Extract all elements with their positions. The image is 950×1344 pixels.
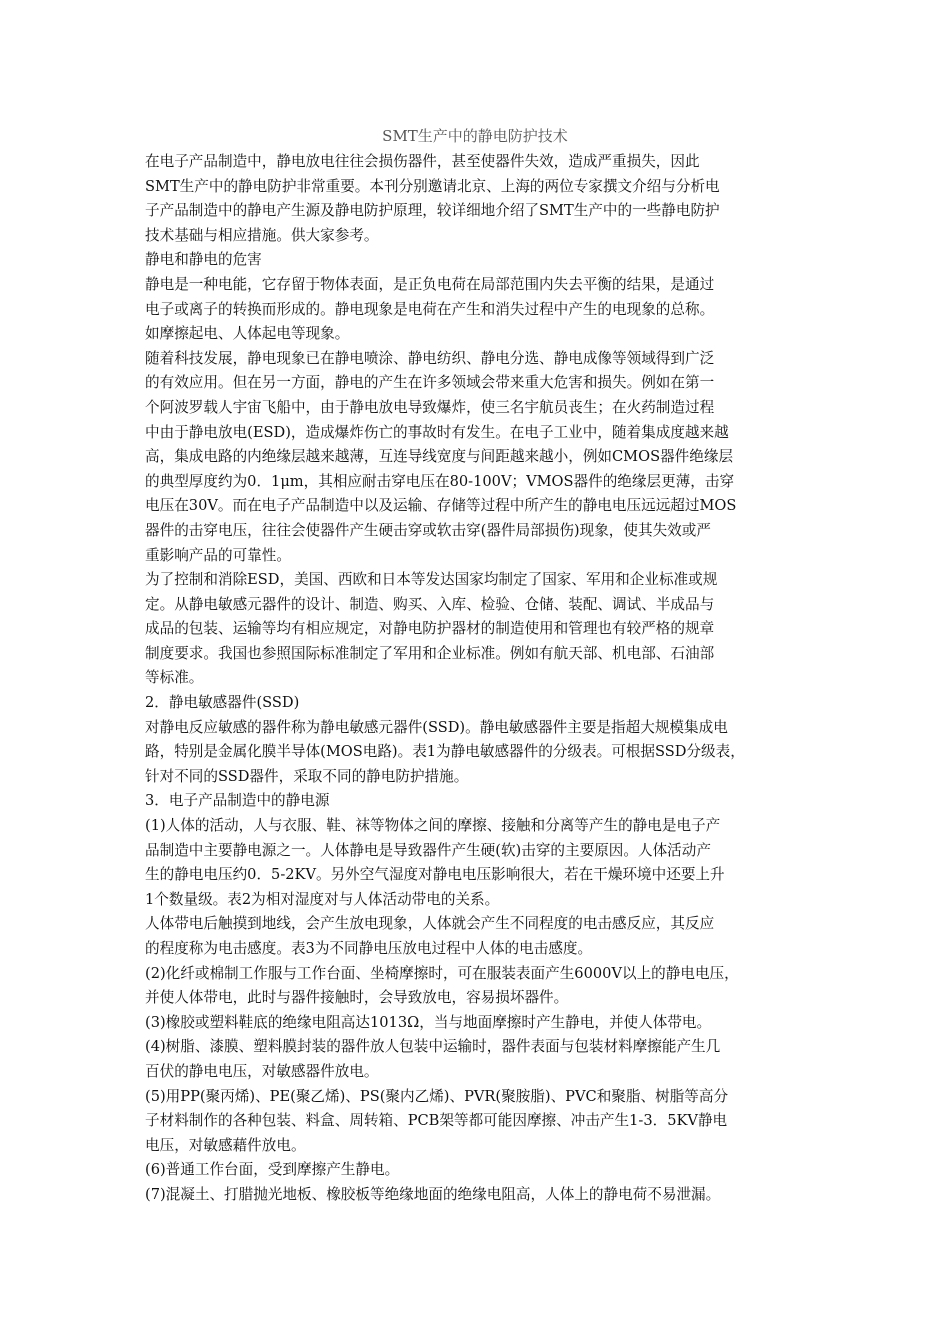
- text-line: 电子或离子的转换而形成的。静电现象是电荷在产生和消失过程中产生的电现象的总称。: [145, 300, 715, 318]
- text-line: (1)人体的活动，人与衣服、鞋、袜等物体之间的摩擦、接触和分离等产生的静电是电子产: [145, 817, 721, 835]
- text-line: 中由于静电放电(ESD)，造成爆炸伤亡的事故时有发生。在电子工业中，随着集成度越来越: [145, 423, 729, 441]
- text-line: 制度要求。我国也参照国际标准制定了军用和企业标准。例如有航天部、机电部、石油部: [145, 644, 715, 662]
- text-line: 对静电反应敏感的器件称为静电敏感元器件(SSD)。静电敏感器件主要是指超大规模集成电: [145, 718, 728, 736]
- text-line: 器件的击穿电压，往往会使器件产生硬击穿或软击穿(器件局部损伤)现象，使其失效或严: [145, 521, 711, 539]
- text-line: 1个数量级。表2为相对湿度对与人体活动带电的关系。: [145, 890, 500, 908]
- text-line: 百伏的静电电压，对敏感器件放电。: [145, 1062, 379, 1080]
- text-line: 如摩擦起电、人体起电等现象。: [145, 325, 350, 343]
- text-line: 子材料制作的各种包装、料盒、周转箱、PCB架等都可能因摩擦、冲击产生1-3．5KV静电: [145, 1112, 728, 1130]
- text-line: 成品的包装、运输等均有相应规定，对静电防护器材的制造使用和管理也有较严格的规章: [145, 620, 715, 638]
- text-line: 2．静电敏感器件(SSD): [145, 694, 300, 712]
- text-line: (3)橡胶或塑料鞋底的绝缘电阻高达1013Ω，当与地面摩擦时产生静电，并使人体带电。: [145, 1013, 712, 1031]
- text-line: 随着科技发展，静电现象已在静电喷涂、静电纺织、静电分选、静电成像等领域得到广泛: [145, 349, 715, 367]
- text-line: 在电子产品制造中，静电放电往往会损伤器件，甚至使器件失效，造成严重损失，因此: [145, 153, 700, 170]
- text-line: (4)树脂、漆膜、塑料膜封装的器件放人包装中运输时，器件表面与包装材料摩擦能产生几: [145, 1038, 721, 1056]
- text-line: 技术基础与相应措施。供大家参考。: [145, 226, 379, 244]
- text-line: 电压在30V。而在电子产品制造中以及运输、存储等过程中所产生的静电电压远远超过MOS: [145, 497, 737, 515]
- text-line: 子产品制造中的静电产生源及静电防护原理，较详细地介绍了SMT生产中的一些静电防护: [145, 202, 720, 220]
- text-line: 静电和静电的危害: [145, 251, 262, 269]
- text-line: 品制造中主要静电源之一。人体静电是导致器件产生硬(软)击穿的主要原因。人体活动产: [145, 841, 711, 859]
- text-line: 的有效应用。但在另一方面，静电的产生在许多领域会带来重大危害和损失。例如在第一: [145, 374, 715, 392]
- text-line: 等标准。: [145, 669, 204, 687]
- text-line: 电压，对敏感藉件放电。: [145, 1136, 306, 1154]
- text-line: SMT生产中的静电防护非常重要。本刊分别邀请北京、上海的两位专家撰文介绍与分析电: [145, 177, 720, 195]
- text-line: 的程度称为电击感度。表3为不同静电压放电过程中人体的电击感度。: [145, 940, 593, 957]
- text-line: 的典型厚度约为0．1μm，其相应耐击穿电压在80-100V；VMOS器件的绝缘层更薄，击穿: [145, 472, 735, 490]
- text-line: 为了控制和消除ESD，美国、西欧和日本等发达国家均制定了国家、军用和企业标准或规: [145, 571, 718, 589]
- text-line: 个阿波罗载人宇宙飞船中，由于静电放电导致爆炸，使三名宇航员丧生；在火药制造过程: [145, 398, 715, 416]
- text-line: 3．电子产品制造中的静电源: [145, 792, 330, 810]
- text-line: 静电是一种电能，它存留于物体表面，是正负电荷在局部范围内失去平衡的结果，是通过: [145, 275, 715, 293]
- text-line: 高，集成电路的内绝缘层越来越薄，互连导线宽度与间距越来越小，例如CMOS器件绝缘层: [145, 448, 734, 466]
- text-line: (6)普通工作台面，受到摩擦产生静电。: [145, 1161, 400, 1179]
- text-line: (2)化纤或棉制工作服与工作台面、坐椅摩擦时，可在服装表面产生6000V以上的静电电压，: [145, 964, 739, 982]
- text-line: 针对不同的SSD器件，采取不同的静电防护措施。: [145, 767, 469, 785]
- text-line: 并使人体带电，此时与器件接触时，会导致放电，容易损坏器件。: [145, 989, 569, 1007]
- text-line: (5)用PP(聚丙烯)、PE(聚乙烯)、PS(聚内乙烯)、PVR(聚胺脂)、PVC和聚脂、树脂等高分: [145, 1087, 729, 1105]
- text-line: 人体带电后触摸到地线，会产生放电现象，人体就会产生不同程度的电击感反应，其反应: [145, 915, 715, 933]
- text-line: 生的静电电压约0．5-2KV。另外空气湿度对静电电压影响很大，若在干燥环境中还要上升: [145, 866, 725, 884]
- document-body: [145, 150, 825, 1208]
- text-line: (7)混凝土、打腊抛光地板、橡胶板等绝缘地面的绝缘电阻高，人体上的静电荷不易泄漏。: [145, 1185, 721, 1203]
- text-line: 重影响产品的可靠性。: [145, 546, 291, 564]
- document-title: SMT生产中的静电防护技术: [382, 127, 568, 145]
- text-line: 路，特别是金属化膜半导体(MOS电路)。表1为静电敏感器件的分级表。可根据SSD分级表，: [145, 743, 745, 761]
- text-line: 定。从静电敏感元器件的设计、制造、购买、入库、检验、仓储、装配、调试、半成品与: [145, 595, 715, 613]
